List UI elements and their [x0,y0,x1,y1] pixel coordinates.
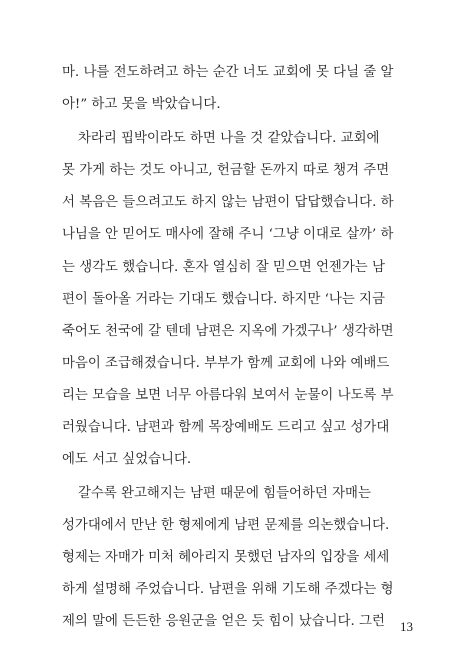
text-line: 제의 말에 든든한 응원군을 얻은 듯 힘이 났습니다. 그런 [62,614,385,629]
text-line: 나님을 안 믿어도 매사에 잘해 주니 ‘그냥 이대로 살까’ 하 [62,227,394,242]
text-line: 형제는 자매가 미처 헤아리지 못했던 남자의 입장을 세세 [62,550,390,565]
text-line: 마음이 조급해졌습니다. 부부가 함께 교회에 나와 예배드 [62,356,390,371]
text-line: 죽어도 천국에 갈 텐데 남편은 지옥에 가겠구나’ 생각하면 [62,324,394,339]
text-line: 성가대에서 만난 한 형제에게 남편 문제를 의논했습니다. [62,518,390,533]
text-line: 못 가게 하는 것도 아니고, 헌금할 돈까지 따로 챙겨 주면 [62,163,390,178]
text-line: 아!” 하고 못을 박았습니다. [62,97,221,112]
text-line: 러웠습니다. 남편과 함께 목장예배도 드리고 싶고 성가대 [62,420,390,435]
text-line: 차라리 핍박이라도 하면 나을 것 같았습니다. 교회에 [78,131,380,146]
text-line: 에도 서고 싶었습니다. [62,452,192,467]
page-number: 13 [400,619,413,634]
text-line: 편이 돌아올 거라는 기대도 했습니다. 하지만 ‘나는 지금 [62,292,385,307]
text-line: 하게 설명해 주었습니다. 남편을 위해 기도해 주겠다는 형 [62,582,394,597]
text-line: 마. 나를 전도하려고 하는 순간 너도 교회에 못 다닐 줄 알 [62,65,394,80]
text-line: 갈수록 완고해지는 남편 때문에 힘들어하던 자매는 [78,486,371,501]
text-line: 리는 모습을 보면 너무 아름다워 보여서 눈물이 나도록 부 [62,388,394,403]
text-line: 는 생각도 했습니다. 혼자 열심히 잘 믿으면 언젠가는 남 [62,260,385,275]
text-line: 서 복음은 들으려고도 하지 않는 남편이 답답했습니다. 하 [62,195,394,210]
